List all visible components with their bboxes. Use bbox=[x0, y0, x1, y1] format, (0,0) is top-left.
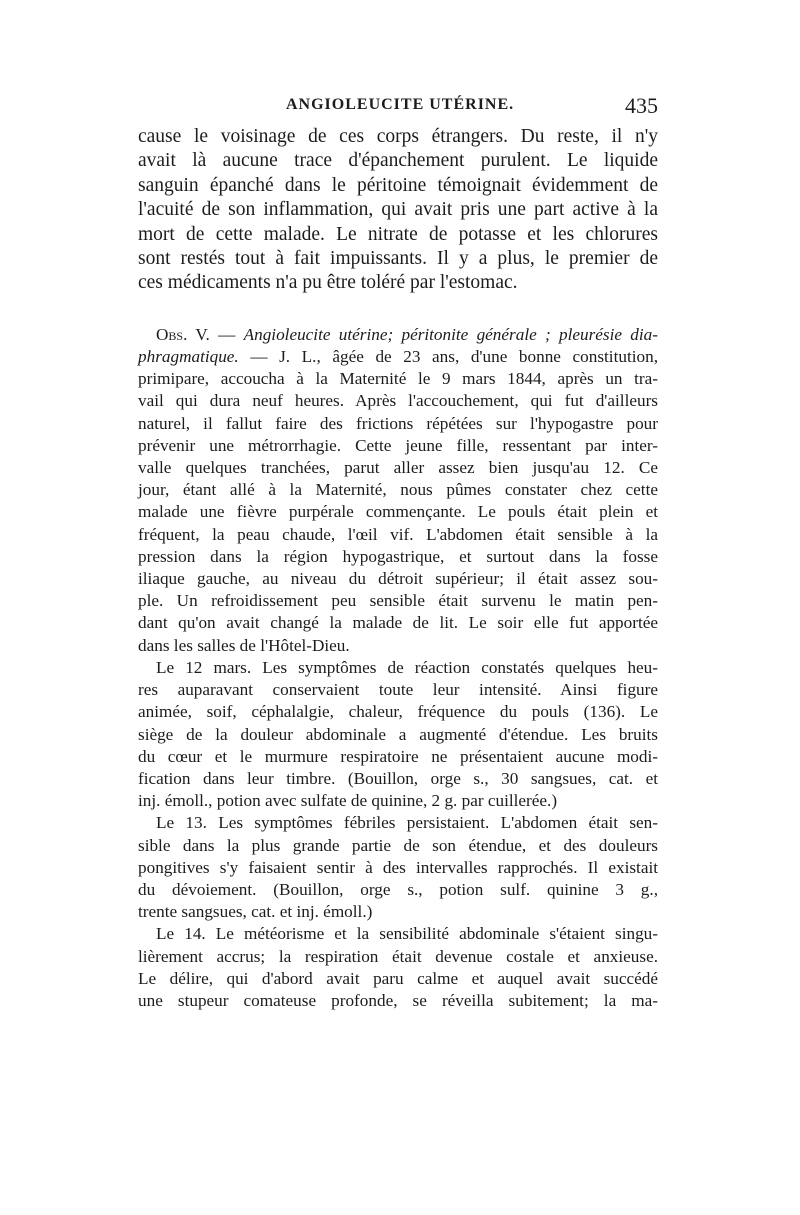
page-number: 435 bbox=[625, 93, 658, 118]
observation-intro-text: — J. L., âgée de 23 ans, d'une bonne constitution, bbox=[238, 347, 658, 367]
text-line: du cœur et le murmure respiratoire ne présentaient aucune modi- bbox=[138, 746, 658, 766]
text-line: cause le voisinage de ces corps étrangers. Du reste, il n'y bbox=[138, 126, 658, 147]
text-line: res auparavant conservaient toute leur intensité. Ainsi figure bbox=[138, 680, 658, 700]
observation-label: Obs. V. bbox=[156, 324, 210, 344]
text-line: mort de cette malade. Le nitrate de potasse et les chlorures bbox=[138, 223, 658, 245]
text-line: fréquent, la peau chaude, l'œil vif. L'abdomen était sensible à la bbox=[138, 524, 658, 544]
text-line: Le 14. Le météorisme et la sensibilité abdominale s'étaient singu- bbox=[156, 924, 658, 944]
observation-title: Angioleucite utérine; péritonite générale ; pleurésie dia- bbox=[243, 324, 658, 344]
text-line: ces médicaments n'a pu être toléré par l'estomac. bbox=[138, 272, 518, 294]
text-line: une stupeur comateuse profonde, se réveilla subitement; la ma- bbox=[138, 990, 658, 1010]
text-line: iliaque gauche, au niveau du détroit supérieur; il était assez sou- bbox=[138, 569, 658, 589]
running-title: ANGIOLEUCITE UTÉRINE. bbox=[286, 96, 515, 113]
text-line: ple. Un refroidissement peu sensible était survenu le matin pen- bbox=[138, 591, 658, 611]
intro-paragraph bbox=[138, 125, 658, 296]
text-line: valle quelques tranchées, parut aller assez bien jusqu'au 12. Ce bbox=[138, 458, 658, 478]
text-line: sanguin épanché dans le péritoine témoignait évidemment de bbox=[138, 174, 658, 196]
text-line: lièrement accrus; la respiration était devenue costale et anxieuse. bbox=[138, 946, 658, 966]
text-line: Le 13. Les symptômes fébriles persistaient. L'abdomen était sen- bbox=[156, 813, 658, 833]
text-line: trente sangsues, cat. et inj. émoll.) bbox=[138, 902, 373, 922]
observation-section bbox=[138, 324, 658, 1012]
text-line: naturel, il fallut faire des frictions répétées sur l'hypogastre pour bbox=[138, 413, 658, 433]
text-line: avait là aucune trace d'épanchement purulent. Le liquide bbox=[138, 150, 658, 172]
text-line: fication dans leur timbre. (Bouillon, orge s., 30 sangsues, cat. et bbox=[138, 768, 658, 788]
text-line: pongitives s'y faisaient sentir à des intervalles rapprochés. Il existait bbox=[138, 857, 658, 877]
text-line: animée, soif, céphalalgie, chaleur, fréquence du pouls (136). Le bbox=[138, 702, 658, 722]
text-line: pression dans la région hypogastrique, et surtout dans la fosse bbox=[138, 546, 658, 566]
text-line: vail qui dura neuf heures. Après l'accouchement, qui fut d'ailleurs bbox=[138, 391, 658, 411]
text-line: malade une fièvre purpérale commençante. Le pouls était plein et bbox=[138, 502, 658, 522]
text-line: sible dans la plus grande partie de son étendue, et des douleurs bbox=[138, 835, 658, 855]
text-line: jour, étant allé à la Maternité, nous pûmes constater chez cette bbox=[138, 480, 658, 500]
text-line: l'acuité de son inflammation, qui avait pris une part active à la bbox=[138, 199, 658, 221]
observation-dash: — bbox=[209, 324, 244, 344]
text-line: dant qu'on avait changé la malade de lit. Le soir elle fut apportée bbox=[138, 613, 658, 633]
text-block bbox=[138, 125, 658, 1012]
text-line: inj. émoll., potion avec sulfate de quinine, 2 g. par cuillerée.) bbox=[138, 791, 558, 811]
text-line: sont restés tout à fait impuissants. Il y a plus, le premier de bbox=[138, 248, 658, 270]
observation-title-end: phragmatique. bbox=[138, 347, 239, 367]
text-line: prévenir une métrorrhagie. Cette jeune fille, ressentant par inter- bbox=[138, 435, 658, 455]
page-header bbox=[138, 93, 658, 122]
text-line: Le délire, qui d'abord avait paru calme et auquel avait succédé bbox=[138, 968, 658, 988]
observation-heading-line-2 bbox=[138, 346, 658, 368]
text-line: Le 12 mars. Les symptômes de réaction constatés quelques heu- bbox=[156, 657, 658, 677]
paragraph-gap bbox=[138, 296, 658, 324]
text-line: primipare, accoucha à la Maternité le 9 mars 1844, après un tra- bbox=[138, 369, 658, 389]
text-line: dans les salles de l'Hôtel-Dieu. bbox=[138, 635, 350, 655]
observation-heading-line bbox=[138, 324, 658, 346]
text-line: du dévoiement. (Bouillon, orge s., potion sulf. quinine 3 g., bbox=[138, 879, 658, 899]
text-line: siège de la douleur abdominale a augmenté d'étendue. Les bruits bbox=[138, 724, 658, 744]
